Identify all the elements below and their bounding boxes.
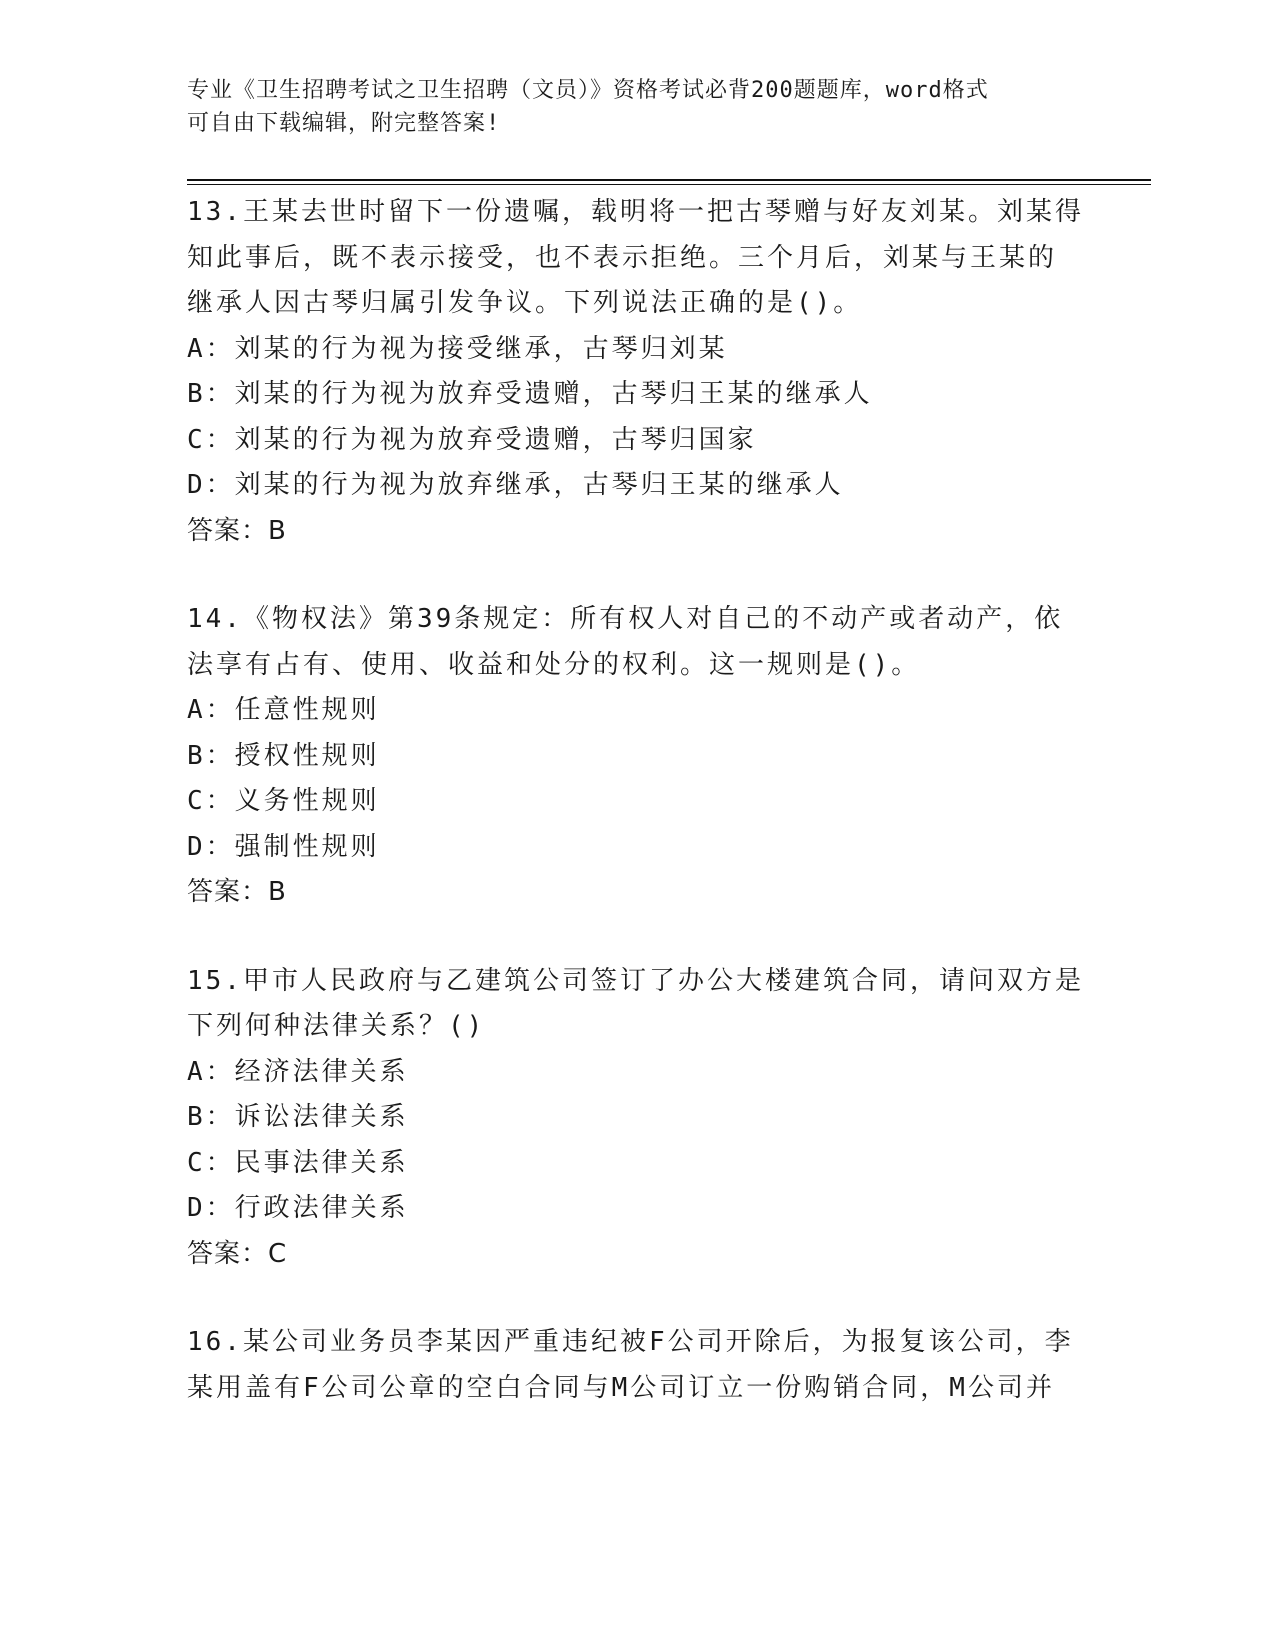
- header-line-2: 可自由下载编辑，附完整答案!: [187, 111, 501, 136]
- question-stem-line: 继承人因古琴归属引发争议。下列说法正确的是()。: [187, 288, 863, 318]
- question-stem-line: 知此事后，既不表示接受，也不表示拒绝。三个月后，刘某与王某的: [187, 242, 1058, 273]
- question-14: [187, 597, 1087, 916]
- question-16: [187, 1320, 1087, 1411]
- option-d: D：刘某的行为视为放弃继承，古琴归王某的继承人: [187, 470, 844, 500]
- option-b: B：授权性规则: [187, 740, 380, 771]
- option-a: A：经济法律关系: [187, 1056, 409, 1087]
- header-divider-thin: [187, 184, 1151, 185]
- header-divider-thick: [187, 179, 1151, 181]
- answer: 答案：C: [187, 1238, 288, 1269]
- header-line-1: 专业《卫生招聘考试之卫生招聘（文员）》资格考试必背200题题库，word格式: [187, 78, 989, 103]
- question-stem-line: 下列何种法律关系？(): [187, 1011, 486, 1041]
- option-a: A：任意性规则: [187, 695, 380, 725]
- option-d: D：行政法律关系: [187, 1193, 409, 1223]
- question-stem-line: 16.某公司业务员李某因严重违纪被F公司开除后，为报复该公司，李: [187, 1327, 1074, 1357]
- question-stem-line: 14.《物权法》第39条规定：所有权人对自己的不动产或者动产，依: [187, 604, 1064, 634]
- option-c: C：刘某的行为视为放弃受遗赠，古琴归国家: [187, 424, 757, 455]
- document-header: [187, 74, 1087, 140]
- question-list: [187, 190, 1087, 1454]
- answer: 答案：B: [187, 877, 287, 907]
- question-stem-line: 某用盖有F公司公章的空白合同与M公司订立一份购销合同，M公司并: [187, 1372, 1055, 1403]
- answer: 答案：B: [187, 515, 287, 546]
- question-stem-line: 法享有占有、使用、收益和处分的权利。这一规则是()。: [187, 649, 921, 680]
- question-stem-line: 15.甲市人民政府与乙建筑公司签订了办公大楼建筑合同，请问双方是: [187, 965, 1084, 996]
- option-c: C：义务性规则: [187, 786, 380, 816]
- question-stem-line: 13.王某去世时留下一份遗嘱，载明将一把古琴赠与好友刘某。刘某得: [187, 197, 1084, 227]
- option-c: C：民事法律关系: [187, 1147, 409, 1178]
- option-d: D：强制性规则: [187, 831, 380, 862]
- question-13: [187, 190, 1087, 554]
- option-b: B：诉讼法律关系: [187, 1102, 409, 1132]
- option-a: A：刘某的行为视为接受继承，古琴归刘某: [187, 333, 728, 364]
- question-15: [187, 959, 1087, 1278]
- option-b: B：刘某的行为视为放弃受遗赠，古琴归王某的继承人: [187, 379, 873, 409]
